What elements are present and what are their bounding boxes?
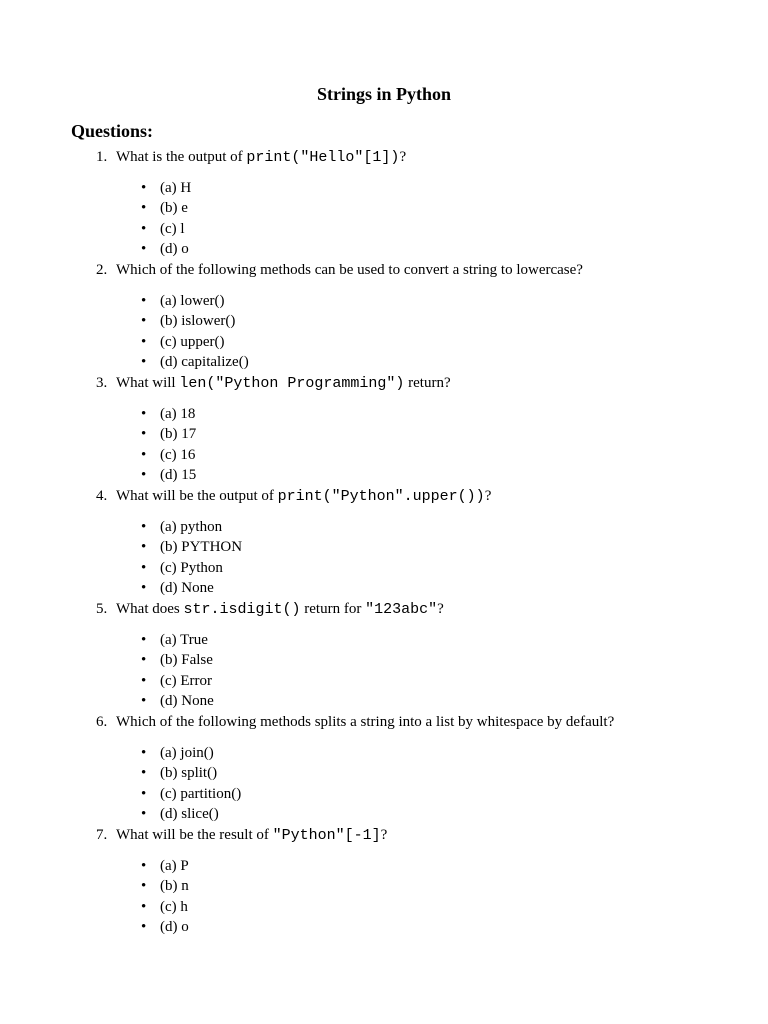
bullet-icon: •: [141, 918, 147, 935]
option-label: (c) 16: [160, 446, 196, 463]
option-label: (b) e: [160, 200, 188, 217]
bullet-icon: •: [141, 466, 147, 483]
question-text-part: ?: [437, 601, 444, 617]
option-label: (a) H: [160, 180, 192, 196]
bullet-icon: •: [141, 805, 147, 822]
bullet-icon: •: [141, 353, 147, 370]
bullet-icon: •: [141, 313, 147, 330]
option-label: (d) None: [160, 692, 214, 709]
question-number: 4.: [96, 488, 108, 504]
option-label: (a) lower(): [160, 293, 225, 309]
bullet-icon: •: [141, 200, 147, 217]
question-text-part: What will be the result of: [116, 827, 273, 843]
question-text-part: What does: [116, 601, 184, 617]
question-text: [116, 373, 451, 394]
option-label: (c) l: [160, 220, 185, 237]
inline-code: "Python"[-1]: [272, 827, 381, 844]
option-label: (b) n: [160, 878, 189, 895]
question-number: 3.: [96, 375, 108, 391]
question-6: [0, 712, 768, 825]
option-label: (b) False: [160, 652, 213, 669]
document-title: Strings in Python: [316, 84, 452, 104]
option-label: (b) PYTHON: [160, 539, 243, 556]
questions-heading: Questions:: [71, 121, 154, 141]
question-5: [0, 599, 768, 712]
option-label: (a) join(): [160, 745, 214, 761]
question-text-part: return for: [300, 601, 366, 617]
bullet-icon: •: [141, 220, 147, 237]
option-label: (b) islower(): [160, 313, 236, 330]
bullet-icon: •: [141, 446, 147, 463]
bullet-icon: •: [141, 539, 147, 556]
option-label: (c) Python: [160, 559, 223, 576]
option-label: (b) split(): [160, 765, 218, 782]
bullet-icon: •: [141, 878, 147, 895]
option-label: (d) None: [160, 579, 214, 596]
inline-code: "123abc": [365, 601, 438, 618]
question-text-part: Which of the following methods can be used to convert a string to lowercase?: [116, 262, 583, 278]
question-text: [116, 599, 444, 620]
option-label: (b) 17: [160, 426, 197, 443]
question-text-part: Which of the following methods splits a string into a list by whitespace by default?: [116, 714, 615, 730]
bullet-icon: •: [141, 579, 147, 596]
bullet-icon: •: [141, 785, 147, 802]
option-label: (a) python: [160, 519, 223, 535]
option-label: (c) Error: [160, 672, 213, 689]
inline-code: print("Python".upper()): [277, 488, 485, 505]
bullet-icon: •: [141, 652, 147, 669]
bullet-icon: •: [141, 333, 147, 350]
option-label: (d) 15: [160, 466, 197, 483]
option-label: (c) upper(): [160, 333, 225, 350]
option-label: (a) True: [160, 632, 208, 648]
bullet-icon: •: [141, 898, 147, 915]
question-number: 6.: [96, 714, 108, 730]
bullet-icon: •: [141, 293, 147, 309]
bullet-icon: •: [141, 240, 147, 257]
inline-code: len("Python Programming"): [179, 375, 405, 392]
bullet-icon: •: [141, 519, 147, 535]
question-text-part: What will: [116, 375, 180, 391]
question-text-part: ?: [399, 149, 407, 165]
option-label: (c) partition(): [160, 785, 242, 802]
question-text-part: What will be the output of: [116, 488, 278, 504]
bullet-icon: •: [141, 765, 147, 782]
option-label: (a) 18: [160, 406, 196, 422]
option-label: (d) capitalize(): [160, 353, 249, 370]
question-1: [0, 147, 768, 260]
bullet-icon: •: [141, 559, 147, 576]
question-number: 7.: [96, 827, 108, 843]
option-label: (c) h: [160, 898, 188, 915]
question-list: [0, 147, 768, 938]
inline-code: print("Hello"[1]): [246, 149, 400, 166]
inline-code: str.isdigit(): [183, 601, 301, 618]
question-number: 2.: [96, 262, 108, 278]
option-label: (d) slice(): [160, 805, 219, 822]
question-4: [0, 486, 768, 599]
option-label: (d) o: [160, 918, 189, 935]
bullet-icon: •: [141, 745, 147, 761]
question-7: [0, 825, 768, 938]
question-text: [116, 147, 406, 168]
option-label: (d) o: [160, 240, 189, 257]
bullet-icon: •: [141, 692, 147, 709]
question-text: [116, 712, 614, 732]
option-label: (a) P: [160, 858, 189, 874]
bullet-icon: •: [141, 858, 147, 874]
bullet-icon: •: [141, 180, 147, 196]
bullet-icon: •: [141, 632, 147, 648]
question-text-part: return?: [404, 375, 451, 391]
bullet-icon: •: [141, 426, 147, 443]
question-text: [116, 486, 491, 507]
bullet-icon: •: [141, 672, 147, 689]
bullet-icon: •: [141, 406, 147, 422]
question-number: 1.: [96, 149, 108, 165]
question-text: [116, 825, 387, 846]
question-text-part: What is the output of: [116, 149, 247, 165]
question-text-part: ?: [484, 488, 492, 504]
question-text-part: ?: [380, 827, 388, 843]
question-number: 5.: [96, 601, 108, 617]
question-2: [0, 260, 768, 373]
question-3: [0, 373, 768, 486]
question-text: [116, 260, 583, 280]
